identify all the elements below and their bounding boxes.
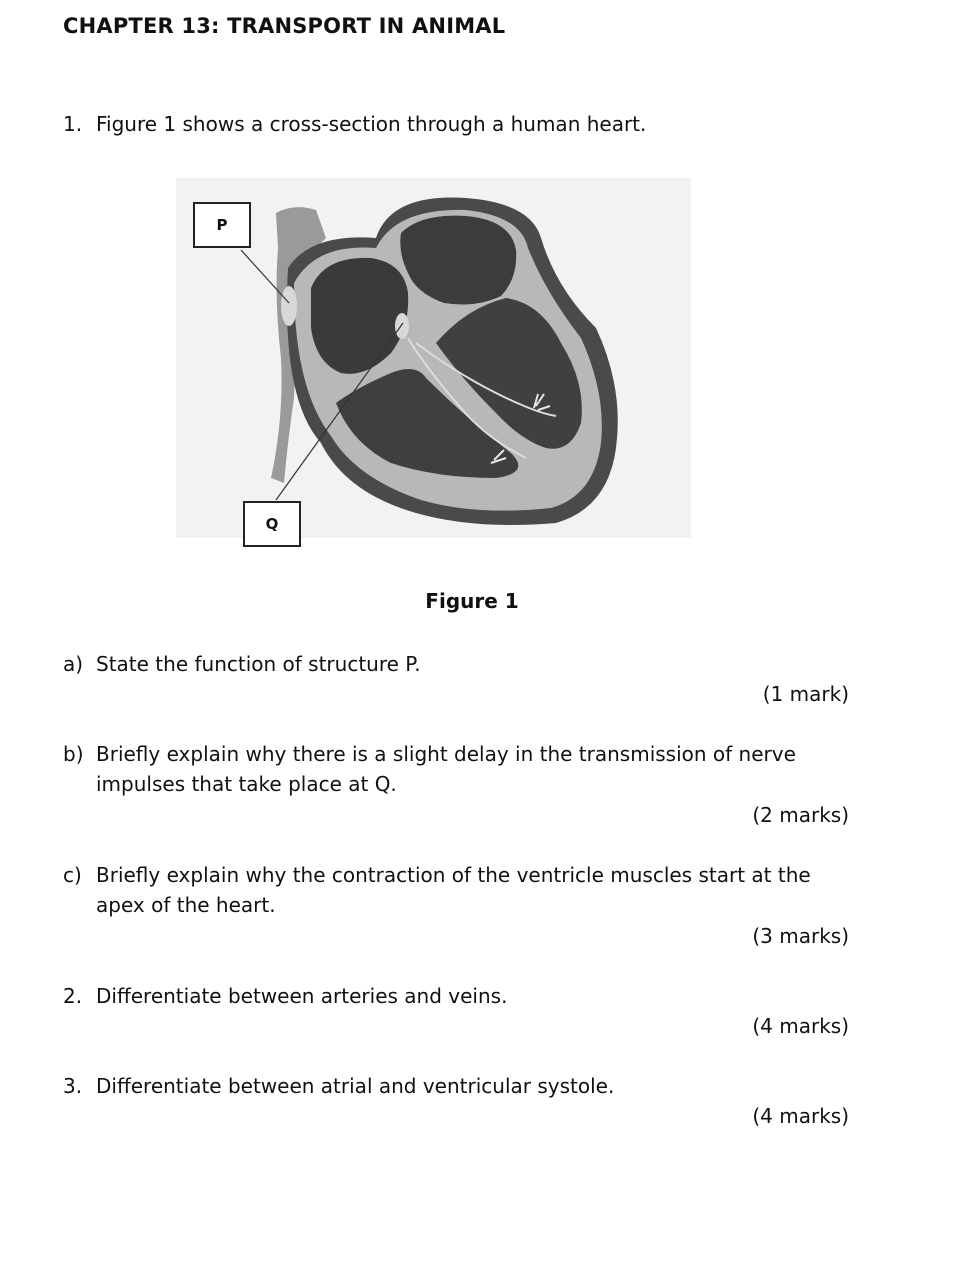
subquestion-letter: a) [63,652,84,676]
question-text: Differentiate between arteries and veins. [96,984,508,1008]
marks-label: (2 marks) [752,803,849,827]
question-text: Figure 1 shows a cross-section through a human heart. [96,112,647,136]
subquestion-text: Briefly explain why there is a slight delay in the transmission of nerve impulses that take place at Q. [96,742,796,796]
question-text: Differentiate between atrial and ventricular systole. [96,1074,615,1098]
subquestion-letter: c) [63,863,82,887]
label-p: P [193,202,251,248]
label-q: Q [243,501,301,547]
question-number: 3. [63,1074,83,1098]
subquestion-text: Briefly explain why the contraction of the ventricle muscles start at the apex of the heart. [96,863,811,917]
question-number: 2. [63,984,83,1008]
marks-label: (4 marks) [752,1014,849,1038]
question-number: 1. [63,112,83,136]
figure-caption: Figure 1 [425,589,519,613]
subquestion-text: State the function of structure P. [96,652,421,676]
chapter-title: CHAPTER 13: TRANSPORT IN ANIMAL [63,14,506,38]
marks-label: (1 mark) [762,682,849,706]
heart-diagram [176,178,691,538]
subquestion-letter: b) [63,742,84,766]
marks-label: (4 marks) [752,1104,849,1128]
marks-label: (3 marks) [752,924,849,948]
heart-cross-section-figure [176,178,691,538]
